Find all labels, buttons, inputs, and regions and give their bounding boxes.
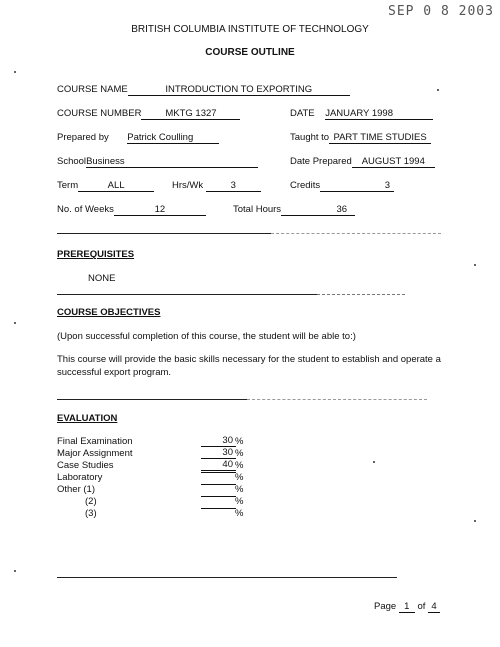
objectives-intro: (Upon successful completion of this course, the student will be able to:): [57, 331, 356, 342]
prerequisites-heading: PREREQUISITES: [57, 249, 135, 260]
prepared-by-row: [57, 132, 219, 144]
course-objectives-heading: COURSE OBJECTIVES: [57, 307, 161, 318]
term-row: [57, 180, 154, 192]
evaluation-heading: EVALUATION: [57, 413, 118, 424]
evaluation-label: Other (1): [57, 484, 96, 495]
divider: [57, 294, 317, 295]
evaluation-label: (2): [85, 496, 97, 507]
scan-speck: [14, 71, 16, 73]
hours-per-week-row: [172, 180, 261, 192]
course-number-row: [57, 108, 240, 120]
evaluation-label: Major Assignment: [57, 448, 133, 459]
prepared-by-label: Prepared by: [57, 132, 109, 143]
course-name-value: INTRODUCTION TO EXPORTING: [128, 84, 350, 96]
divider: [57, 399, 247, 400]
percent-sign: %: [235, 484, 244, 495]
date-prepared-label: Date Prepared: [290, 156, 352, 167]
percent-sign: %: [235, 460, 244, 471]
credits-label: Credits: [290, 180, 321, 191]
taught-to-label: Taught to: [290, 132, 330, 143]
prerequisites-value: NONE: [88, 273, 116, 284]
course-number-value: MKTG 1327: [141, 108, 240, 120]
document-title: COURSE OUTLINE: [205, 47, 295, 58]
divider-faint: [271, 233, 441, 234]
hours-per-week-value: 3: [206, 180, 261, 192]
total-hours-row: [233, 204, 355, 216]
page-label: Page: [374, 601, 397, 612]
course-name-label: COURSE NAME: [57, 84, 128, 95]
percent-sign: %: [235, 448, 244, 459]
date-label: DATE: [290, 108, 315, 119]
percent-sign: %: [235, 436, 244, 447]
percent-sign: %: [235, 472, 244, 483]
school-label: School: [57, 156, 87, 167]
scan-speck: [14, 322, 16, 324]
credits-row: [290, 180, 394, 192]
scan-speck: [474, 264, 476, 266]
school-value: Business: [86, 156, 258, 168]
scan-speck: [437, 89, 439, 91]
term-label: Term: [57, 180, 79, 191]
divider: [57, 233, 271, 234]
total-hours-label: Total Hours: [233, 204, 282, 215]
taught-to-row: [290, 132, 431, 144]
credits-value: 3: [320, 180, 394, 192]
school-row: [57, 156, 258, 168]
course-number-label: COURSE NUMBER: [57, 108, 142, 119]
evaluation-weight: 30: [201, 436, 236, 447]
objectives-body: This course will provide the basic skills necessary for the student to establish and operate a successful export program.: [57, 354, 441, 378]
course-name-row: [57, 84, 350, 96]
date-value: JANUARY 1998: [325, 108, 433, 120]
evaluation-weight: [201, 484, 236, 485]
date-prepared-row: [290, 156, 435, 168]
evaluation-label: Laboratory: [57, 472, 103, 483]
date-prepared-value: AUGUST 1994: [352, 156, 435, 168]
hours-per-week-label: Hrs/Wk: [172, 180, 204, 191]
page-number: [374, 601, 440, 613]
term-value: ALL: [78, 180, 154, 192]
evaluation-weight: [201, 472, 236, 473]
institution-name: BRITISH COLUMBIA INSTITUTE OF TECHNOLOGY: [131, 24, 369, 35]
weeks-row: [57, 204, 206, 216]
weeks-label: No. of Weeks: [57, 204, 114, 215]
percent-sign: %: [235, 508, 244, 519]
evaluation-label: Case Studies: [57, 460, 114, 471]
divider-faint: [247, 399, 427, 400]
page-current: 1: [399, 601, 415, 613]
scan-speck: [474, 520, 476, 522]
date-row: [290, 108, 433, 120]
evaluation-weight: 30: [201, 448, 236, 459]
page-of-label: of: [417, 601, 426, 612]
weeks-value: 12: [114, 204, 206, 216]
prepared-by-value: Patrick Coulling: [127, 132, 219, 144]
received-date-stamp: SEP 0 8 2003: [388, 4, 494, 19]
evaluation-weight: [201, 508, 236, 509]
scan-speck: [373, 461, 375, 463]
divider: [57, 577, 397, 578]
divider-faint: [317, 294, 405, 295]
percent-sign: %: [235, 496, 244, 507]
evaluation-weight: 40: [201, 460, 236, 471]
total-hours-value: 36: [281, 204, 355, 216]
evaluation-label: (3): [85, 508, 97, 519]
evaluation-label: Final Examination: [57, 436, 133, 447]
taught-to-value: PART TIME STUDIES: [329, 132, 431, 144]
scan-speck: [14, 570, 16, 572]
page-total: 4: [428, 601, 440, 613]
evaluation-weight: [201, 496, 236, 497]
